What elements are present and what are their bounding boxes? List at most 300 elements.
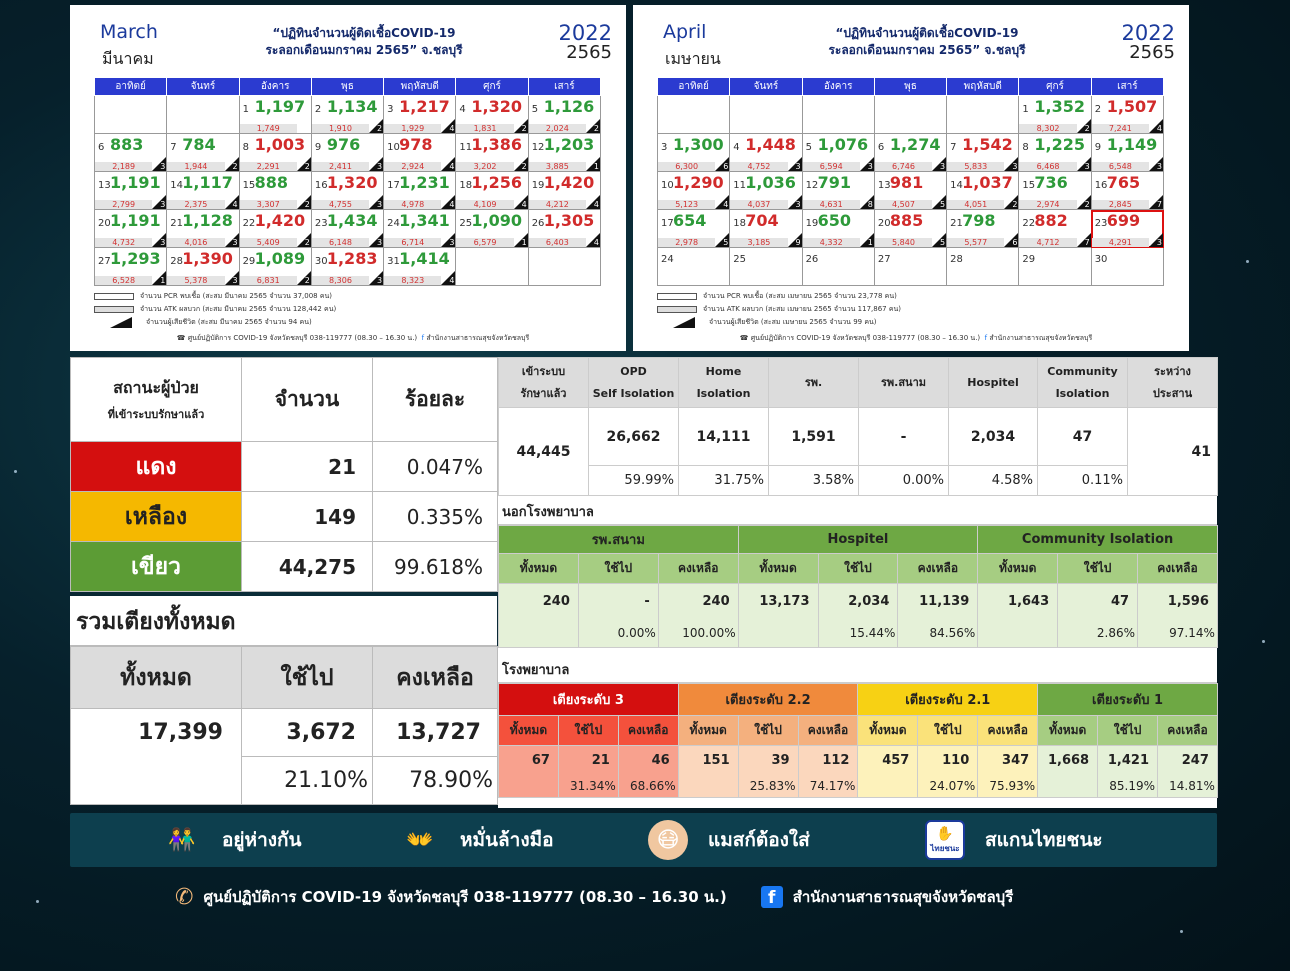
atk-count: 4,732: [95, 238, 152, 247]
atk-count: 1,749: [240, 124, 297, 133]
death-marker: [860, 157, 874, 171]
pcr-count: 791: [817, 173, 851, 192]
calendar-day-cell: [528, 248, 600, 286]
death-count: 5: [940, 238, 946, 247]
day-number: 12: [531, 142, 545, 153]
calendar-day-cell: [730, 96, 802, 134]
status-label: เหลือง: [71, 492, 242, 542]
pcr-count: 1,003: [254, 135, 306, 154]
death-marker: [1149, 157, 1163, 171]
pcr-count: 1,191: [110, 211, 161, 230]
calendar-day-cell: [167, 172, 239, 210]
weekday-header: ศุกร์: [1019, 78, 1091, 96]
calendar-day-cell: [95, 96, 167, 134]
treatment-header-line-1: ระหว่าง: [1154, 364, 1191, 378]
background-star: [1180, 930, 1183, 933]
death-marker: [369, 271, 383, 285]
calendar-week-row: [658, 248, 1164, 286]
calendar-day-cell: [384, 248, 456, 286]
death-marker: [1077, 119, 1091, 133]
legend-death-triangle: [673, 317, 695, 328]
status-label: แดง: [71, 442, 242, 492]
beds-used-value: 3,672: [242, 709, 373, 757]
death-count: 3: [377, 276, 383, 285]
outside-hospital-section: [498, 497, 1217, 655]
calendar-day-cell: [384, 96, 456, 134]
group-header-row: [499, 526, 1218, 554]
status-header: [71, 358, 242, 442]
pcr-count: 650: [817, 211, 851, 230]
treatment-header-line-1: OPD: [620, 364, 647, 378]
death-count: 2: [232, 162, 238, 171]
day-number: 26: [805, 254, 819, 265]
death-marker: [1004, 195, 1018, 209]
calendar-day-cell: [239, 96, 311, 134]
calendar-day-cell: [658, 172, 730, 210]
death-count: 3: [377, 238, 383, 247]
death-marker: [1077, 157, 1091, 171]
group-header-row: [499, 684, 1218, 716]
atk-count: 4,291: [1092, 238, 1149, 247]
atk-count: 6,831: [240, 276, 297, 285]
calendar-title-line-1: “ปฏิทินจำนวนผู้ติดเชื้อCOVID-19: [835, 26, 1019, 40]
death-count: 1: [521, 238, 527, 247]
calendar-day-cell: [1091, 134, 1163, 172]
death-count: 2: [1084, 124, 1090, 133]
status-count: 21: [242, 442, 373, 492]
death-count: 3: [160, 238, 166, 247]
death-marker: [514, 157, 528, 171]
death-marker: [1004, 157, 1018, 171]
sub-header: ทั้งหมด: [738, 554, 818, 584]
field-hospital-value: -: [859, 408, 949, 466]
calendar-day-cell: [730, 172, 802, 210]
treatment-header-line-1: Home: [705, 364, 742, 378]
total-beds-panel: [70, 596, 497, 805]
calendar-day-cell: [528, 210, 600, 248]
treatment-percent-row: [499, 466, 1218, 496]
death-marker: [152, 233, 166, 247]
atk-count: 8,302: [1019, 124, 1076, 133]
death-count: 3: [232, 276, 238, 285]
calendar-day-cell: [311, 172, 383, 210]
total-beds-value-row: [71, 709, 498, 757]
group-percent: 84.56%: [898, 620, 978, 648]
death-count: 3: [232, 238, 238, 247]
sub-header: ทั้งหมด: [858, 716, 918, 746]
month-thai: มีนาคม: [102, 49, 154, 68]
pcr-count: 1,320: [326, 173, 378, 192]
atk-count: 4,212: [529, 200, 586, 209]
pcr-count: 1,507: [1106, 97, 1158, 116]
pcr-count: 1,283: [326, 249, 378, 268]
legend-pcr: [94, 290, 612, 303]
calendar-day-cell: [1019, 248, 1091, 286]
treatment-header-line-2: Self Isolation: [592, 386, 675, 400]
calendar-week-row: [95, 96, 601, 134]
death-count: 3: [1084, 162, 1090, 171]
treatment-header-line-1: รพ.: [804, 375, 823, 389]
treatment-breakdown-table: [498, 357, 1217, 497]
pcr-count: 1,089: [254, 249, 306, 268]
death-count: 2: [521, 162, 527, 171]
death-marker: [1077, 233, 1091, 247]
death-marker: [715, 233, 729, 247]
day-number: 27: [98, 256, 111, 267]
death-count: 3: [377, 162, 383, 171]
day-number: 14: [170, 180, 184, 191]
calendar-day-cell: [239, 210, 311, 248]
status-percent: 0.047%: [373, 442, 498, 492]
calendar-day-cell: [167, 96, 239, 134]
group-header: เตียงระดับ 1: [1038, 684, 1218, 716]
treatment-header: [859, 358, 949, 408]
day-number: 20: [98, 218, 111, 229]
calendar-day-cell: [802, 96, 874, 134]
measure-mask-label: แมสก์ต้องใส่: [708, 829, 810, 851]
pcr-count: 885: [889, 211, 924, 230]
group-value: 11,139: [898, 584, 978, 620]
month-english: April: [663, 21, 707, 43]
outside-hospital-table: [498, 525, 1218, 648]
pcr-count: 765: [1106, 173, 1141, 192]
death-count: 3: [1156, 162, 1162, 171]
calendar-day-cell: [311, 248, 383, 286]
treatment-total: 44,445: [499, 408, 589, 496]
calendar-week-row: [95, 248, 601, 286]
pcr-count: 704: [745, 211, 779, 230]
death-count: 2: [593, 124, 599, 133]
patient-status-table: [70, 357, 497, 592]
death-marker: [441, 119, 455, 133]
calendar-day-cell: [1091, 210, 1163, 248]
calendar-day-cell: [947, 96, 1019, 134]
sub-header: ใช้ไป: [818, 554, 898, 584]
pcr-count: 1,231: [399, 173, 450, 192]
treatment-header: [1128, 358, 1218, 408]
day-number: 23: [1094, 218, 1108, 229]
death-count: 3: [1156, 238, 1162, 247]
calendar-day-cell: [456, 134, 528, 172]
facebook-icon[interactable]: f: [761, 886, 783, 908]
atk-count: 6,594: [803, 162, 860, 171]
treatment-value-row: [499, 408, 1218, 466]
calendar-day-cell: [311, 96, 383, 134]
group-percent: 74.17%: [798, 776, 858, 798]
legend-death-triangle: [110, 317, 132, 328]
calendar-week-row: [658, 134, 1164, 172]
treatment-header: [679, 358, 769, 408]
death-count: 4: [1156, 124, 1162, 133]
death-marker: [514, 119, 528, 133]
measure-scan: [925, 813, 1103, 867]
pcr-count: 1,117: [182, 173, 233, 192]
calendar-day-cell: [95, 172, 167, 210]
legend-atk-text: จำนวน ATK ผลบวก (สะสม มีนาคม 2565 จำนวน 128,442 คน): [140, 305, 337, 313]
death-marker: [860, 233, 874, 247]
pcr-count: 798: [962, 211, 996, 230]
day-number: 2: [314, 104, 322, 115]
day-number: 20: [877, 218, 891, 229]
atk-count: 2,291: [240, 162, 297, 171]
legend-atk-text: จำนวน ATK ผลบวก (สะสม เมษายน 2565 จำนวน 117,867 คน): [703, 305, 902, 313]
death-marker: [860, 195, 874, 209]
group-percent: 2.86%: [1058, 620, 1138, 648]
day-number: 22: [1022, 218, 1036, 229]
atk-count: 3,885: [529, 162, 586, 171]
pcr-count: 1,076: [817, 135, 869, 154]
group-percent: 25.83%: [738, 776, 798, 798]
atk-count: 4,507: [875, 200, 932, 209]
calendar-week-row: [95, 134, 601, 172]
status-count: 44,275: [242, 542, 373, 592]
atk-count: 2,189: [95, 162, 152, 171]
atk-count: 2,375: [167, 200, 224, 209]
pcr-count: 1,036: [745, 173, 796, 192]
weekday-header: อาทิตย์: [95, 78, 167, 96]
day-number: 18: [459, 180, 473, 191]
atk-count: 2,799: [95, 200, 152, 209]
death-count: 4: [593, 238, 599, 247]
day-number: 4: [459, 104, 466, 115]
group-percent: 31.34%: [558, 776, 618, 798]
death-marker: [152, 195, 166, 209]
beds-used-header: ใช้ไป: [242, 647, 373, 709]
year-ad: 2022: [558, 21, 612, 45]
death-count: 3: [449, 238, 455, 247]
death-marker: [514, 233, 528, 247]
death-count: 2: [521, 124, 527, 133]
weekday-header: พฤหัสบดี: [947, 78, 1019, 96]
group-value-row: [499, 746, 1218, 776]
death-marker: [225, 157, 239, 171]
group-value: 39: [738, 746, 798, 776]
beds-left-percent: 78.90%: [373, 757, 498, 805]
day-number: 6: [98, 142, 105, 153]
weekday-row: [95, 78, 601, 96]
death-count: 2: [304, 276, 310, 285]
atk-count: 6,300: [658, 162, 715, 171]
sub-header: คงเหลือ: [1138, 554, 1218, 584]
sub-header: ใช้ไป: [918, 716, 978, 746]
treatment-header: [769, 358, 859, 408]
atk-count: 8,306: [312, 276, 369, 285]
pcr-count: 1,414: [399, 249, 450, 268]
atk-count: 4,051: [947, 200, 1004, 209]
pcr-count: 882: [1034, 211, 1068, 230]
group-header: Hospitel: [738, 526, 978, 554]
death-count: 4: [593, 200, 599, 209]
day-number: 28: [950, 254, 963, 265]
group-value: 21: [558, 746, 618, 776]
pcr-count: 1,203: [543, 135, 595, 154]
march-calendar-header: [94, 15, 612, 77]
day-number: 19: [805, 218, 819, 229]
calendar-day-cell: [658, 134, 730, 172]
treatment-header-line-1: Hospitel: [967, 375, 1019, 389]
group-value: 1,421: [1098, 746, 1158, 776]
april-calendar-grid: [657, 77, 1164, 286]
calendar-day-cell: [95, 134, 167, 172]
atk-count: 2,924: [384, 162, 441, 171]
weekday-header: พฤหัสบดี: [384, 78, 456, 96]
legend-pcr-swatch: [94, 293, 134, 300]
pcr-count: 1,448: [745, 135, 796, 154]
facebook-page-link[interactable]: สำนักงานสาธารณสุขจังหวัดชลบุรี: [792, 888, 1014, 906]
pcr-count: 1,390: [182, 249, 233, 268]
death-marker: [1077, 195, 1091, 209]
opd-percent: 59.99%: [589, 466, 679, 496]
status-percent: 0.335%: [373, 492, 498, 542]
calendar-day-cell: [95, 248, 167, 286]
community-isolation-value: 47: [1038, 408, 1128, 466]
atk-count: 6,579: [456, 238, 513, 247]
atk-count: 1,910: [312, 124, 369, 133]
death-count: 3: [160, 162, 166, 171]
pcr-count: 1,305: [543, 211, 595, 230]
atk-count: 8,323: [384, 276, 441, 285]
day-number: 25: [459, 218, 473, 229]
social-distance-icon: 👫: [168, 827, 196, 853]
group-value-row: [499, 584, 1218, 620]
death-count: 4: [449, 124, 455, 133]
calendar-year: [559, 23, 612, 63]
death-marker: [152, 157, 166, 171]
atk-count: 6,468: [1019, 162, 1076, 171]
calendar-day-cell: [658, 248, 730, 286]
death-marker: [369, 233, 383, 247]
calendar-week-row: [658, 210, 1164, 248]
group-value: 1,596: [1138, 584, 1218, 620]
atk-count: 1,944: [167, 162, 224, 171]
pcr-count: 1,434: [326, 211, 378, 230]
group-value: 67: [499, 746, 559, 776]
weekday-header: จันทร์: [167, 78, 239, 96]
death-marker: [441, 233, 455, 247]
death-count: 7: [1084, 238, 1090, 247]
count-header: จำนวน: [242, 358, 373, 442]
facebook-icon: f: [984, 334, 988, 342]
status-percent: 99.618%: [373, 542, 498, 592]
atk-count: 4,712: [1019, 238, 1076, 247]
treatment-header-row: [499, 358, 1218, 408]
day-number: 8: [242, 142, 249, 153]
measure-handwash: [400, 813, 554, 867]
death-marker: [441, 157, 455, 171]
calendar-day-cell: [1019, 96, 1091, 134]
treatment-header-line-2: Isolation: [696, 386, 751, 400]
calendar-day-cell: [947, 210, 1019, 248]
day-number: 4: [733, 142, 740, 153]
march-calendar-panel: [70, 5, 626, 351]
death-count: 3: [1012, 162, 1018, 171]
beds-used-percent: 21.10%: [242, 757, 373, 805]
death-marker: [1149, 233, 1163, 247]
death-count: 2: [304, 162, 310, 171]
total-beds-header-row: [71, 647, 498, 709]
treatment-header: [1038, 358, 1128, 408]
sub-header: ทั้งหมด: [499, 716, 559, 746]
calendar-footer-center: ศูนย์ปฏิบัติการ COVID-19 จังหวัดชลบุรี 038-119777 (08.30 – 16.30 น.): [750, 334, 981, 342]
month-english: March: [100, 21, 158, 43]
weekday-header: อังคาร: [802, 78, 874, 96]
atk-count: 7,241: [1092, 124, 1149, 133]
group-header: เตียงระดับ 2.1: [858, 684, 1038, 716]
hospital-percent: 3.58%: [769, 466, 859, 496]
calendar-day-cell: [802, 210, 874, 248]
atk-count: 6,403: [529, 238, 586, 247]
opd-value: 26,662: [589, 408, 679, 466]
death-count: 4: [449, 200, 455, 209]
measure-handwash-label: หมั่นล้างมือ: [460, 829, 554, 851]
pcr-count: 1,256: [471, 173, 523, 192]
atk-count: 3,185: [730, 238, 787, 247]
day-number: 19: [531, 180, 545, 191]
death-count: 2: [1012, 200, 1018, 209]
pcr-count: 1,037: [962, 173, 1013, 192]
group-percent-row: [499, 620, 1218, 648]
atk-count: 4,332: [803, 238, 860, 247]
day-number: 13: [98, 180, 111, 191]
calendar-day-cell: [384, 134, 456, 172]
day-number: 23: [314, 218, 328, 229]
april-calendar-panel: [633, 5, 1189, 351]
group-header: รพ.สนาม: [499, 526, 739, 554]
day-number: 17: [387, 180, 400, 191]
atk-count: 4,755: [312, 200, 369, 209]
treatment-header: [949, 358, 1038, 408]
group-value: 2,034: [818, 584, 898, 620]
sub-header: คงเหลือ: [1158, 716, 1218, 746]
death-marker: [1004, 233, 1018, 247]
group-percent: [499, 776, 559, 798]
weekday-header: พุธ: [311, 78, 383, 96]
calendar-footer-fb: สำนักงานสาธารณสุขจังหวัดชลบุรี: [989, 334, 1093, 342]
calendar-day-cell: [456, 172, 528, 210]
pcr-count: 1,217: [399, 97, 450, 116]
sub-header: ใช้ไป: [558, 716, 618, 746]
sub-header: คงเหลือ: [898, 554, 978, 584]
calendar-day-cell: [730, 248, 802, 286]
pcr-count: 1,293: [110, 249, 161, 268]
pcr-count: 736: [1034, 173, 1068, 192]
calendar-day-cell: [239, 134, 311, 172]
death-count: 3: [377, 200, 383, 209]
beds-total-percent: [71, 757, 242, 805]
day-number: 2: [1094, 104, 1102, 115]
prevention-measures-bar: [70, 813, 1217, 867]
calendar-footer-center: ศูนย์ปฏิบัติการ COVID-19 จังหวัดชลบุรี 038-119777 (08.30 – 16.30 น.): [187, 334, 418, 342]
beds-left-header: คงเหลือ: [373, 647, 498, 709]
pcr-count: 978: [399, 135, 433, 154]
legend-death-text: จำนวนผู้เสียชีวิต (สะสม เมษายน 2565 จำนวน 99 คน): [709, 318, 877, 326]
sub-header: ทั้งหมด: [978, 554, 1058, 584]
death-count: 4: [723, 200, 729, 209]
calendar-day-cell: [1019, 172, 1091, 210]
day-number: 15: [1022, 180, 1036, 191]
day-number: 18: [733, 218, 747, 229]
face-mask-icon: 😷: [648, 820, 688, 860]
group-value: 112: [798, 746, 858, 776]
day-number: 11: [459, 142, 473, 153]
calendar-day-cell: [311, 210, 383, 248]
pcr-count: 1,149: [1106, 135, 1158, 154]
day-number: 14: [950, 180, 963, 191]
calendar-day-cell: [947, 134, 1019, 172]
pcr-count: 1,320: [471, 97, 523, 116]
group-value: 1,668: [1038, 746, 1098, 776]
total-beds-title: รวมเตียงทั้งหมด: [70, 596, 497, 646]
